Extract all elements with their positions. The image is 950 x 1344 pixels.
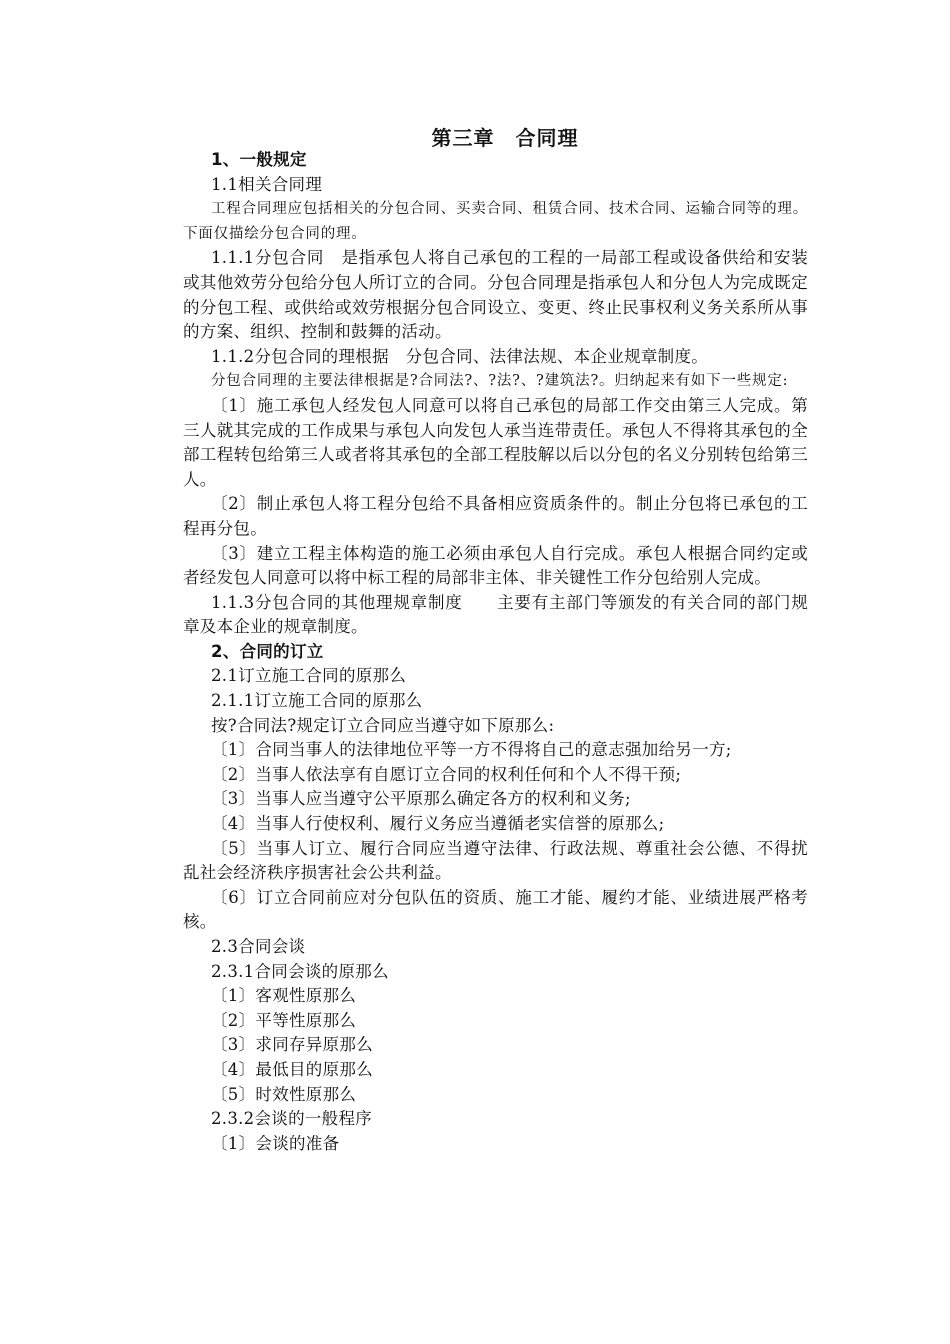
paragraph: 〔1〕施工承包人经发包人同意可以将自己承包的局部工作交由第三人完成。第三人就其完成的工作成果与承包人向发包人承当连带责任。承包人不得将其承包的全部工程转包给第三人或者将其承包的全部工程肢解以后以分包的名义分别转包给第三人。	[183, 395, 808, 489]
paragraph: 〔3〕建立工程主体构造的施工必须由承包人自行完成。承包人根据合同约定或者经发包人同意可以将中标工程的局部非主体、非关键性工作分包给别人完成。	[183, 543, 808, 588]
paragraph: 2.3.2会谈的一般程序	[211, 1109, 373, 1129]
paragraph: 2.3合同会谈	[211, 937, 306, 956]
paragraph: 〔5〕当事人订立、履行合同应当遵守法律、行政法规、尊重社会公德、不得扰乱社会经济秩序损害社会公共利益。	[183, 838, 808, 883]
section-heading: 1、一般规定	[211, 150, 307, 169]
paragraph: 1.1.1分包合同 是指承包人将自己承包的工程的一局部工程或设备供给和安装或其他效劳分包给分包人所订立的合同。分包合同理是指承包人和分包人为完成既定的分包工程、或供给或效劳根据分包合同设立、变更、终止民事权利义务关系所从事的方案、组织、控制和鼓舞的活动。	[183, 248, 808, 342]
paragraph: 工程合同理应包括相关的分包合同、买卖合同、租赁合同、技术合同、运输合同等的理。下面仅描绘分包合同的理。	[183, 201, 808, 242]
paragraph: 2.1订立施工合同的原那么	[211, 666, 407, 686]
paragraph: 〔2〕平等性原那么	[211, 1010, 357, 1030]
paragraph: 〔1〕客观性原那么	[211, 986, 357, 1006]
chapter-title: 第三章 合同理	[431, 126, 579, 150]
paragraph: 1.1相关合同理	[211, 174, 323, 194]
section-heading: 2、合同的订立	[211, 641, 324, 661]
paragraph: 2.1.1订立施工合同的原那么	[211, 691, 423, 711]
paragraph: 2.3.1合同会谈的原那么	[211, 961, 389, 981]
paragraph: 1.1.2分包合同的理根据 分包合同、法律法规、本企业规章制度。	[211, 346, 709, 366]
paragraph: 〔3〕求同存异原那么	[211, 1035, 373, 1055]
paragraph: 按?合同法?规定订立合同应当遵守如下原那么:	[211, 715, 555, 735]
paragraph: 〔1〕合同当事人的法律地位平等一方不得将自己的意志强加给另一方;	[211, 740, 732, 760]
paragraph: 〔1〕会谈的准备	[211, 1133, 340, 1153]
paragraph: 〔2〕当事人依法享有自愿订立合同的权利任何和个人不得干预;	[211, 764, 682, 784]
paragraph: 1.1.3分包合同的其他理规章制度 主要有主部门等颁发的有关合同的部门规章及本企业的规章制度。	[183, 592, 808, 637]
paragraph: 〔4〕当事人行使权利、履行义务应当遵循老实信誉的原那么;	[211, 814, 665, 834]
paragraph: 〔4〕最低目的原那么	[211, 1059, 373, 1079]
document-body	[183, 148, 808, 1156]
paragraph: 〔2〕制止承包人将工程分包给不具备相应资质条件的。制止分包将已承包的工程再分包。	[183, 494, 808, 538]
paragraph: 分包合同理的主要法律根据是?合同法?、?法?、?建筑法?。归纳起来有如下一些规定:	[211, 373, 789, 390]
paragraph: 〔5〕时效性原那么	[211, 1084, 357, 1104]
paragraph: 〔6〕订立合同前应对分包队伍的资质、施工才能、履约才能、业绩进展严格考核。	[183, 887, 808, 932]
paragraph: 〔3〕当事人应当遵守公平原那么确定各方的权利和义务;	[211, 789, 631, 809]
